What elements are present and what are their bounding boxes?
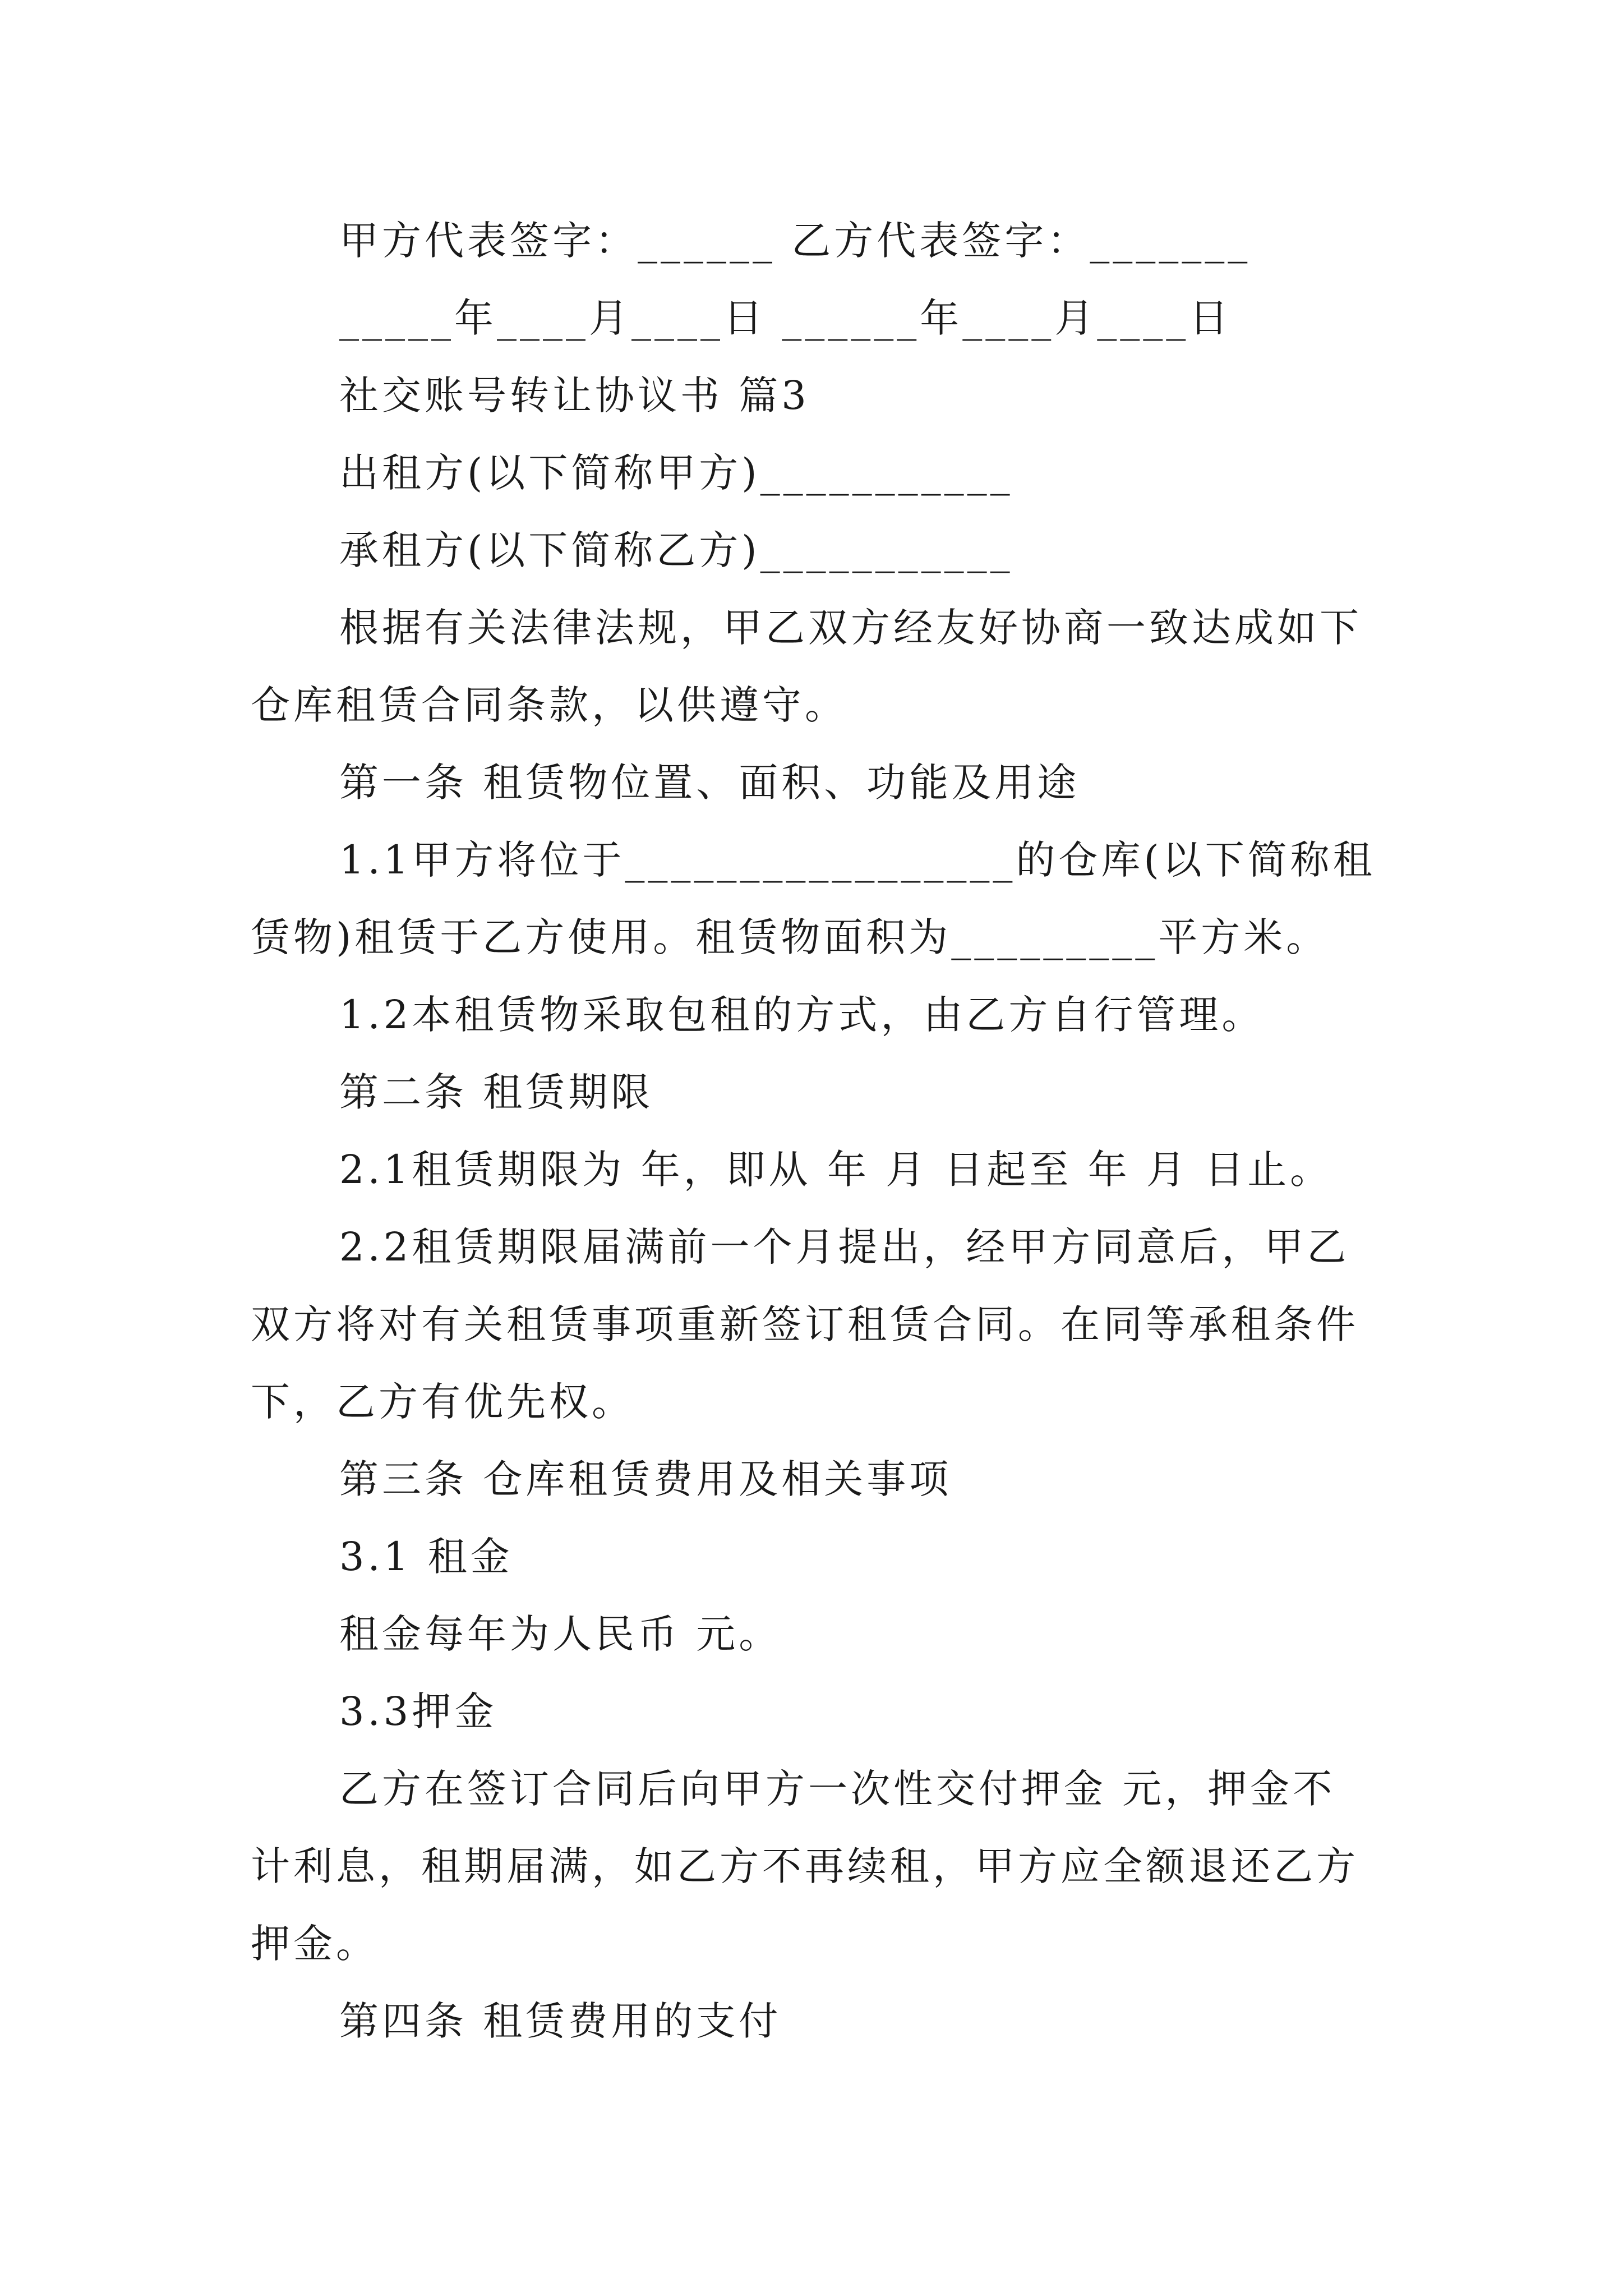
paragraph-line: 租金每年为人民币 元。 xyxy=(339,1611,782,1657)
subsection-heading: 3.1 租金 xyxy=(339,1534,513,1580)
section-title: 社交账号转让协议书 篇3 xyxy=(339,372,810,418)
paragraph-line: 根据有关法律法规，甲乙双方经友好协商一致达成如下 xyxy=(339,605,1362,651)
date-line: _____年____月____日 ______年____月____日 xyxy=(339,295,1232,341)
article-heading: 第三条 仓库租赁费用及相关事项 xyxy=(339,1456,952,1502)
lessee-line: 承租方(以下简称乙方)___________ xyxy=(339,527,1013,573)
paragraph-line: 1.2本租赁物采取包租的方式，由乙方自行管理。 xyxy=(339,992,1265,1038)
article-heading: 第四条 租赁费用的支付 xyxy=(339,1998,782,2044)
lessor-line: 出租方(以下简称甲方)___________ xyxy=(339,450,1013,496)
signature-line: 甲方代表签字：______ 乙方代表签字：_______ xyxy=(339,218,1251,264)
paragraph-line: 计利息，租期届满，如乙方不再续租，甲方应全额退还乙方 xyxy=(251,1843,1359,1889)
paragraph-line: 下，乙方有优先权。 xyxy=(251,1379,634,1425)
paragraph-line: 1.1甲方将位于_________________的仓库(以下简称租 xyxy=(339,837,1376,883)
paragraph-line: 2.1租赁期限为 年，即从 年 月 日起至 年 月 日止。 xyxy=(339,1147,1333,1193)
paragraph-line: 赁物)租赁于乙方使用。租赁物面积为_________平方米。 xyxy=(251,914,1329,960)
paragraph-line: 双方将对有关租赁事项重新签订租赁合同。在同等承租条件 xyxy=(251,1301,1359,1347)
paragraph-line: 押金。 xyxy=(251,1921,379,1967)
subsection-heading: 3.3押金 xyxy=(339,1688,497,1734)
article-heading: 第一条 租赁物位置、面积、功能及用途 xyxy=(339,760,1080,806)
paragraph-line: 仓库租赁合同条款，以供遵守。 xyxy=(251,682,847,728)
paragraph-line: 乙方在签订合同后向甲方一次性交付押金 元，押金不 xyxy=(339,1766,1336,1812)
paragraph-line: 2.2租赁期限届满前一个月提出，经甲方同意后，甲乙 xyxy=(339,1224,1350,1270)
article-heading: 第二条 租赁期限 xyxy=(339,1069,654,1115)
